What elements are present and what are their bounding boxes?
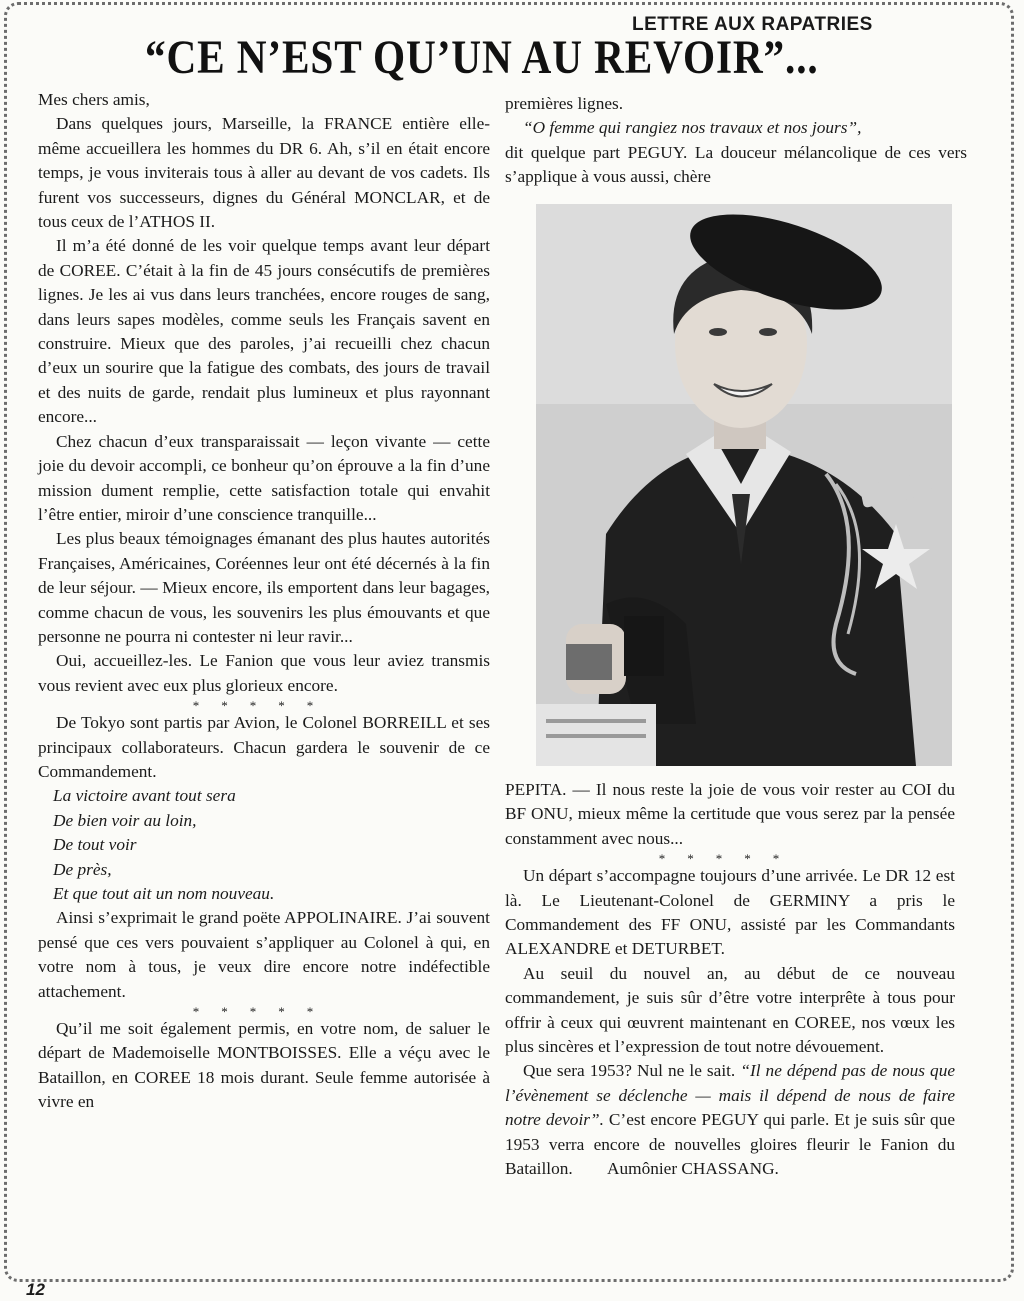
right-column-bottom: [505, 778, 955, 1182]
paragraph: PEPITA. — Il nous reste la joie de vous voir rester au COI du BF ONU, mieux même la certitude que vous serez par la pensée constamment avec nous...: [505, 780, 955, 848]
poem-line: De bien voir au loin,: [53, 810, 197, 830]
left-column: [38, 88, 490, 1115]
section-separator: *****: [658, 851, 802, 867]
quote: “O femme qui rangiez nos travaux et nos jours”,: [523, 118, 862, 138]
paragraph: dit quelque part PEGUY. La douceur mélancolique de ces vers s’applique à vous aussi, chère: [505, 142, 967, 187]
poem-line: De tout voir: [53, 835, 137, 855]
poem-line: De près,: [53, 859, 112, 879]
paragraph: Dans quelques jours, Marseille, la FRANCE entière elle-même accueillera les hommes du DR 6. Ah, s’il en était encore temps, je vous inviterais tous à aller au devant de vos cadets. Ils furent vos successeurs, dignes du Général MONCLAR, et de tous ceux de l’ATHOS II.: [38, 114, 490, 232]
paragraph: Un départ s’accompagne toujours d’une arrivée. Le DR 12 est là. Le Lieutenant-Colonel de GERMINY a pris le Commandement des FF ONU, assisté par les Commandants ALEXANDRE et DETURBET.: [505, 866, 955, 959]
paragraph: Qu’il me soit également permis, en votre nom, de saluer le départ de Mademoiselle MONTBOISSES. Elle a véçu avec le Bataillon, en COREE 18 mois durant. Seule femme autorisée à vivre en: [38, 1019, 490, 1112]
salutation: Mes chers amis,: [38, 90, 150, 109]
section-separator: *****: [192, 698, 336, 714]
paragraph: Oui, accueillez-les. Le Fanion que vous leur aviez transmis vous revient avec eux plus glorieux encore.: [38, 651, 490, 695]
portrait-photo: [536, 204, 952, 766]
quote: “Il ne dépend pas de nous que l’évènement se déclenche — mais il dépend de nous de faire notre devoir”.: [505, 1061, 956, 1130]
page-number: 12: [26, 1280, 45, 1299]
continuation: premières lignes.: [505, 94, 624, 113]
paragraph: Les plus beaux témoignages émanant des plus hautes autorités Françaises, Américaines, Coréennes leur ont été décernés à la fin de leur séjour. — Mieux encore, ils emportent dans leur bagages, comme chacun de vous, les souvenirs les plus émouvants et que personne ne pourra ni contester ni leur ravir...: [38, 529, 490, 646]
paragraph-text: Que sera 1953? Nul ne le sait.: [523, 1061, 736, 1081]
signature: Aumônier CHASSANG.: [607, 1159, 779, 1179]
paragraph: Ainsi s’exprimait le grand poëte APPOLINAIRE. J’ai souvent pensé que ces vers pouvaient s’appliquer au Colonel à qui, en votre nom à tous, je veux dire encore notre indéfectible attachement.: [38, 908, 490, 1001]
paragraph: [505, 1059, 955, 1181]
paragraph: Chez chacun d’eux transparaissait — leçon vivante — cette joie du devoir accompli, ce bonheur qu’on éprouve a la fin d’une mission dument remplie, cette satisfaction totale qui envahit l’être entier, miroir d’une conscience tranquille...: [38, 431, 490, 524]
paragraph: Il m’a été donné de les voir quelque temps avant leur départ de COREE. C’était à la fin de 45 jours consécutifs de premières lignes. Je les ai vus dans leurs tranchées, encore rouges de sang, dans leurs sapes modèles, comme seuls les Français savent en construire. Mieux que des paroles, j’ai recueilli chez chacun d’eux un sourire que la fatigue des combats, des jours de travail et des nuits de garde, rendait plus lumineux et plus rayonnant encore...: [38, 236, 490, 427]
poem-line: La victoire avant tout sera: [53, 786, 236, 806]
section-separator: *****: [192, 1004, 336, 1020]
poem: [53, 784, 490, 906]
headline: “CE N’EST QU’UN AU REVOIR”...: [145, 31, 819, 84]
paragraph: De Tokyo sont partis par Avion, le Colonel BORREILL et ses principaux collaborateurs. Chacun gardera le souvenir de ce Commandement.: [38, 713, 490, 781]
section-kicker: LETTRE AUX RAPATRIES: [632, 14, 873, 35]
right-column-top: [505, 92, 967, 190]
paragraph-text: C’est encore PEGUY qui parle. Et je suis sûr que 1953 verra encore de nouvelles gloires fleurir le Fanion du Bataillon.: [505, 1110, 955, 1179]
poem-line: Et que tout ait un nom nouveau.: [53, 884, 275, 903]
paragraph: Au seuil du nouvel an, au début de ce nouveau commandement, je suis sûr d’être votre interprête à tous pour offrir à ceux qui œuvrent maintenant en COREE, nos vœux les plus sincères et l’expression de tout notre dévouement.: [505, 963, 955, 1057]
